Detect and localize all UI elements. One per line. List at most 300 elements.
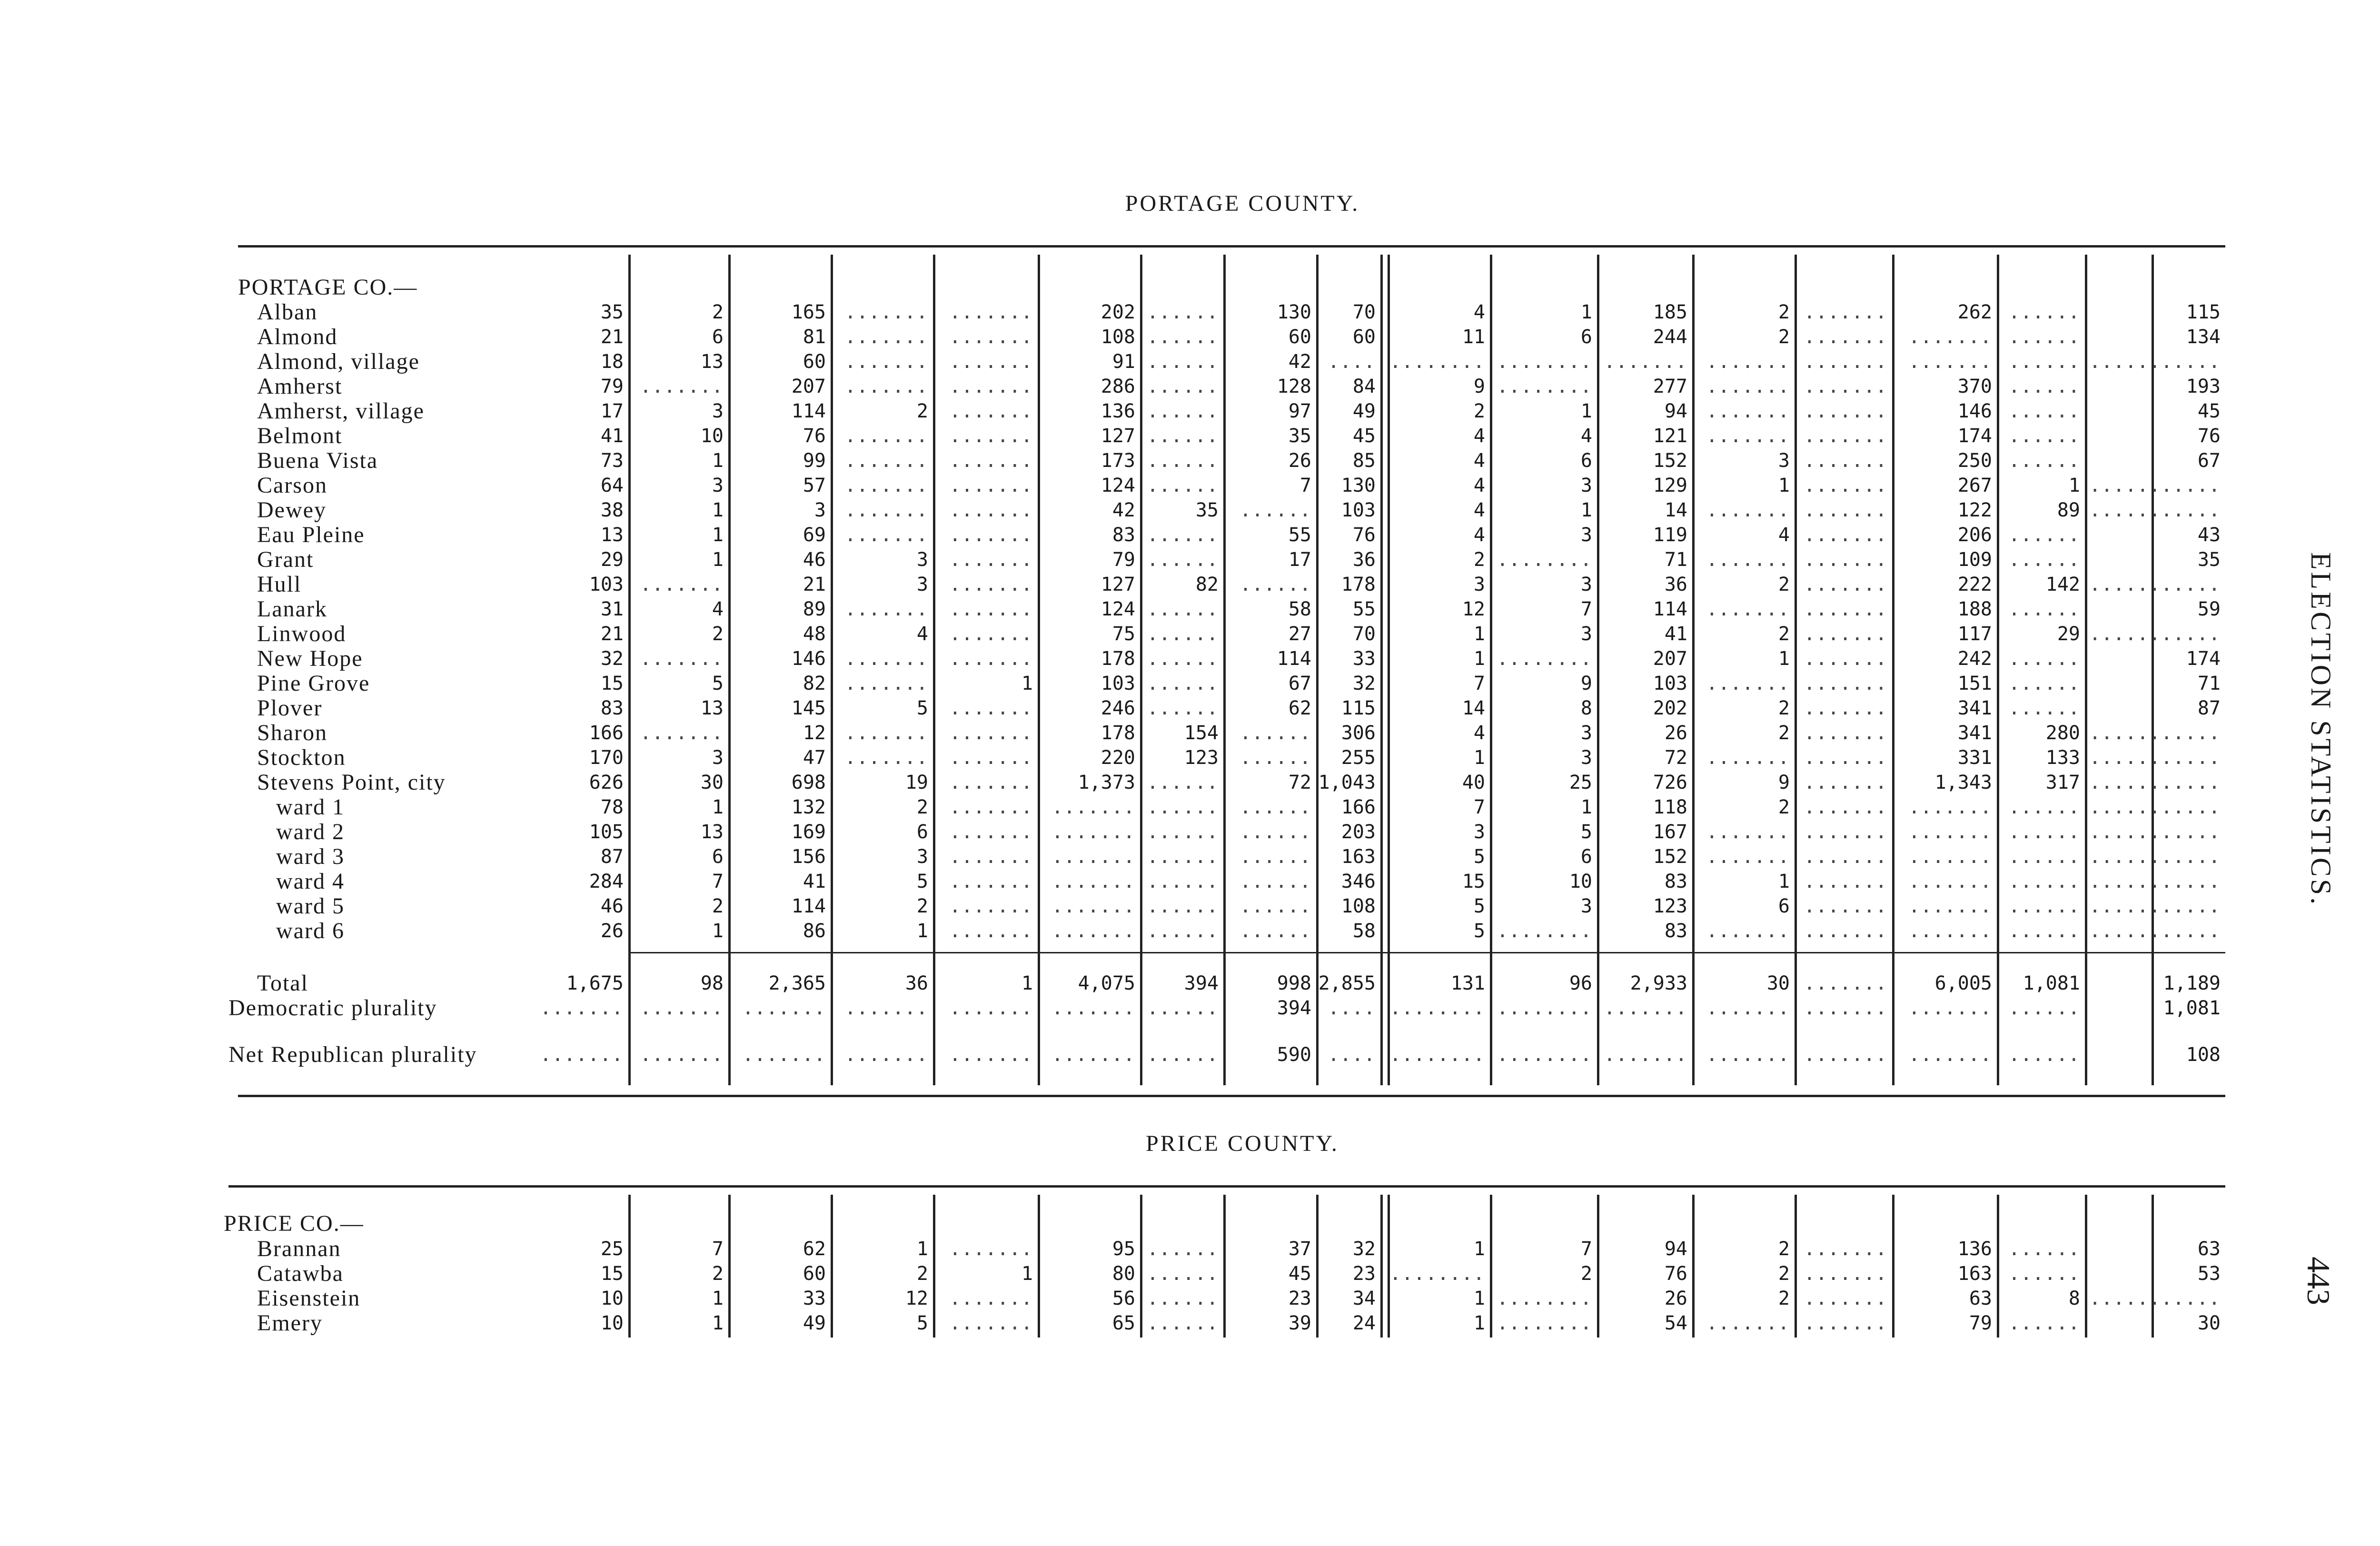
table-row-cell: 12 xyxy=(803,722,826,744)
table-row-cell: 2 xyxy=(1778,574,1790,595)
table-row-cell: 19 xyxy=(905,772,928,793)
table-row-cell: ........... xyxy=(2089,920,2221,942)
net-republican-plurality-row-cell: ....... xyxy=(1706,1044,1790,1066)
table-row-cell: ....... xyxy=(949,623,1033,645)
total-rule xyxy=(628,952,2225,953)
table-row-cell: 173 xyxy=(1101,450,1135,472)
table-row-cell: 3 xyxy=(1580,722,1592,744)
net-republican-plurality-row-cell: ........ xyxy=(1497,1044,1592,1066)
table-row-cell: 2 xyxy=(1778,697,1790,719)
table-row-cell: 39 xyxy=(1288,1312,1311,1334)
table-row-cell: 370 xyxy=(1957,376,1992,397)
table-row-cell: ....... xyxy=(1604,351,1687,373)
table-row-cell: 82 xyxy=(1195,574,1219,595)
table-row-cell: 76 xyxy=(2197,425,2221,447)
table-row-cell: 36 xyxy=(1352,549,1376,571)
table-row-cell: 3 xyxy=(1778,450,1790,472)
table-row-cell: ........ xyxy=(1389,351,1485,373)
table-row-cell: 25 xyxy=(1569,772,1592,793)
table-row-name: Amherst xyxy=(257,374,343,399)
table-row-cell: ....... xyxy=(1804,574,1887,595)
table-row-cell: ....... xyxy=(1804,1263,1887,1285)
table-row-cell: 72 xyxy=(1288,772,1311,793)
table-row-cell: ....... xyxy=(949,1312,1033,1334)
table-row-cell: 1 xyxy=(1580,400,1592,422)
table-row-cell: 6 xyxy=(712,846,724,868)
table-row-cell: 341 xyxy=(1957,697,1992,719)
table-row-cell: 1 xyxy=(1473,1238,1485,1260)
table-row-cell: 3 xyxy=(1580,475,1592,496)
table-row-cell: 2 xyxy=(1778,796,1790,818)
table-row-cell: 80 xyxy=(1112,1263,1135,1285)
table-row-cell: 114 xyxy=(791,400,826,422)
table-row-cell: 2 xyxy=(1473,549,1485,571)
net-republican-plurality-row-name: Net Republican plurality xyxy=(228,1042,477,1067)
table-row-cell: 10 xyxy=(1569,871,1592,892)
table-row-cell: ....... xyxy=(949,351,1033,373)
table-row-cell: 3 xyxy=(916,574,928,595)
net-republican-plurality-row-cell: ........ xyxy=(1389,1044,1485,1066)
table-row-cell: ....... xyxy=(844,673,928,694)
table-row-cell: 70 xyxy=(1352,301,1376,323)
portage-top-rule xyxy=(238,245,2225,248)
table-row-cell: 1 xyxy=(1580,301,1592,323)
table-row-cell: 142 xyxy=(2045,574,2080,595)
table-row-cell: ....... xyxy=(844,425,928,447)
total-row-cell: 394 xyxy=(1184,972,1219,994)
table-row-cell: ....... xyxy=(844,499,928,521)
table-row-cell: 1 xyxy=(1473,648,1485,670)
table-row-cell: 1 xyxy=(712,450,724,472)
table-row-cell: 117 xyxy=(1957,623,1992,645)
table-row-cell: 163 xyxy=(1341,846,1376,868)
table-row-cell: ....... xyxy=(949,1238,1033,1260)
table-row-cell: 45 xyxy=(1288,1263,1311,1285)
table-row-cell: 1 xyxy=(1778,871,1790,892)
table-row-cell: ....... xyxy=(1804,920,1887,942)
table-row-cell: 280 xyxy=(2045,722,2080,744)
table-row-cell: 3 xyxy=(1580,524,1592,546)
table-row-cell: 6 xyxy=(1580,450,1592,472)
table-row-cell: ....... xyxy=(1706,846,1790,868)
table-row-cell: 341 xyxy=(1957,722,1992,744)
table-row-name: Belmont xyxy=(257,423,343,448)
table-row-cell: ....... xyxy=(844,450,928,472)
table-row-cell: ...... xyxy=(1147,648,1219,670)
table-row-cell: ....... xyxy=(1706,400,1790,422)
net-republican-plurality-row-cell: .... xyxy=(1328,1044,1376,1066)
total-row-cell: 4,075 xyxy=(1078,972,1135,994)
table-row-cell: 54 xyxy=(1664,1312,1687,1334)
table-row-cell: ....... xyxy=(1804,747,1887,769)
table-row-cell: 9 xyxy=(1473,376,1485,397)
table-row-cell: 7 xyxy=(1580,598,1592,620)
table-row-cell: ...... xyxy=(1240,846,1311,868)
table-row-cell: ...... xyxy=(1147,623,1219,645)
table-row-cell: 89 xyxy=(2057,499,2080,521)
table-row-cell: 244 xyxy=(1653,326,1687,348)
table-row-cell: 128 xyxy=(1277,376,1311,397)
table-row-cell: 17 xyxy=(600,400,624,422)
table-row-cell: ...... xyxy=(2008,425,2080,447)
table-row-cell: ....... xyxy=(844,326,928,348)
total-row-cell: 6,005 xyxy=(1934,972,1992,994)
table-row-cell: ........... xyxy=(2089,895,2221,917)
table-row-cell: ...... xyxy=(2008,1238,2080,1260)
table-row-cell: 4 xyxy=(1473,425,1485,447)
table-row-cell: ....... xyxy=(949,450,1033,472)
table-row-cell: 4 xyxy=(1473,499,1485,521)
table-row-cell: 2 xyxy=(1778,1263,1790,1285)
table-row-cell: ....... xyxy=(1804,697,1887,719)
table-row-cell: 26 xyxy=(1664,1288,1687,1309)
table-row-name: Sharon xyxy=(257,720,327,745)
table-row-cell: ...... xyxy=(2008,895,2080,917)
table-row-cell: 3 xyxy=(1580,747,1592,769)
table-row-cell: ........... xyxy=(2089,772,2221,793)
table-row-name: Plover xyxy=(257,695,323,721)
table-row-cell: ........... xyxy=(2089,722,2221,744)
table-row-cell: ...... xyxy=(2008,796,2080,818)
table-row-cell: 94 xyxy=(1664,1238,1687,1260)
table-row-cell: 3 xyxy=(1580,895,1592,917)
table-row-cell: ....... xyxy=(949,400,1033,422)
table-row-cell: ...... xyxy=(2008,846,2080,868)
table-row-cell: 7 xyxy=(1299,475,1311,496)
table-row-cell: ...... xyxy=(2008,697,2080,719)
table-row-cell: ....... xyxy=(1804,722,1887,744)
table-row-cell: 3 xyxy=(916,549,928,571)
table-row-cell: ...... xyxy=(1147,549,1219,571)
table-row-cell: 2 xyxy=(1778,623,1790,645)
table-row-cell: ....... xyxy=(1051,895,1135,917)
net-republican-plurality-row-cell: ....... xyxy=(1604,1044,1687,1066)
table-row-cell: ........... xyxy=(2089,871,2221,892)
table-row-cell: 306 xyxy=(1341,722,1376,744)
table-row-cell: ....... xyxy=(1706,549,1790,571)
table-row-cell: 7 xyxy=(1580,1238,1592,1260)
table-row-cell: 118 xyxy=(1653,796,1687,818)
table-row-cell: 152 xyxy=(1653,450,1687,472)
total-row-cell: 1 xyxy=(1021,972,1033,994)
total-row-cell: 2,855 xyxy=(1318,972,1376,994)
table-row-cell: ....... xyxy=(844,301,928,323)
table-row-cell: ....... xyxy=(1804,598,1887,620)
table-row-cell: 41 xyxy=(803,871,826,892)
table-row-cell: 103 xyxy=(1341,499,1376,521)
table-row-cell: ....... xyxy=(1804,673,1887,694)
net-republican-plurality-row-cell: ....... xyxy=(742,1044,826,1066)
table-row-cell: ........ xyxy=(1389,1263,1485,1285)
table-row-cell: ....... xyxy=(949,846,1033,868)
table-row-cell: ...... xyxy=(1240,821,1311,843)
table-row-cell: ...... xyxy=(1147,326,1219,348)
table-row-cell: 103 xyxy=(589,574,624,595)
table-row-cell: ...... xyxy=(1147,1238,1219,1260)
table-row-cell: ........ xyxy=(1497,648,1592,670)
table-row-cell: 202 xyxy=(1653,697,1687,719)
democratic-plurality-row-cell: ....... xyxy=(1604,997,1687,1019)
table-row-cell: 207 xyxy=(791,376,826,397)
table-row-cell: 4 xyxy=(1473,524,1485,546)
table-row-cell: 70 xyxy=(1352,623,1376,645)
table-row-cell: 123 xyxy=(1653,895,1687,917)
net-republican-plurality-row-cell: ...... xyxy=(1147,1044,1219,1066)
table-row-name: Amherst, village xyxy=(257,398,425,424)
table-row-cell: 62 xyxy=(1288,697,1311,719)
table-row-cell: 166 xyxy=(589,722,624,744)
table-row-cell: 1 xyxy=(2068,475,2080,496)
table-row-cell: 2 xyxy=(916,400,928,422)
table-row-cell: 21 xyxy=(600,326,624,348)
table-row-cell: ....... xyxy=(949,598,1033,620)
table-row-cell: 30 xyxy=(700,772,724,793)
table-row-cell: 130 xyxy=(1341,475,1376,496)
table-row-cell: 15 xyxy=(600,673,624,694)
democratic-plurality-row-cell: ........ xyxy=(1497,997,1592,1019)
table-row-cell: 146 xyxy=(791,648,826,670)
table-row-cell: 1 xyxy=(1473,1288,1485,1309)
table-row-cell: 114 xyxy=(1277,648,1311,670)
table-row-cell: ...... xyxy=(1147,351,1219,373)
net-republican-plurality-row-cell: 108 xyxy=(2186,1044,2221,1066)
democratic-plurality-row-cell: 1,081 xyxy=(2163,997,2221,1019)
table-row-cell: 45 xyxy=(1352,425,1376,447)
table-row-cell: 1 xyxy=(712,1312,724,1334)
table-row-cell: 2 xyxy=(712,1263,724,1285)
table-row-cell: 72 xyxy=(1664,747,1687,769)
table-row-cell: 250 xyxy=(1957,450,1992,472)
table-row-cell: 13 xyxy=(700,351,724,373)
table-row-cell: ........... xyxy=(2089,623,2221,645)
table-row-cell: 21 xyxy=(600,623,624,645)
table-row-name: Alban xyxy=(257,299,318,325)
table-row-cell: 89 xyxy=(803,598,826,620)
table-row-cell: 1 xyxy=(712,524,724,546)
table-row-cell: ....... xyxy=(949,524,1033,546)
table-row-cell: ....... xyxy=(1804,351,1887,373)
table-row-cell: 84 xyxy=(1352,376,1376,397)
table-row-cell: 108 xyxy=(1341,895,1376,917)
table-row-cell: 203 xyxy=(1341,821,1376,843)
table-row-cell: ....... xyxy=(949,475,1033,496)
table-row-cell: 1 xyxy=(916,920,928,942)
table-row-cell: ....... xyxy=(949,549,1033,571)
table-row-cell: ....... xyxy=(1804,623,1887,645)
table-row-cell: ....... xyxy=(1804,376,1887,397)
table-row-cell: 34 xyxy=(1352,1288,1376,1309)
table-row-cell: ....... xyxy=(1804,1312,1887,1334)
table-row-cell: 60 xyxy=(803,351,826,373)
table-row-cell: 255 xyxy=(1341,747,1376,769)
portage-bottom-rule xyxy=(238,1095,2225,1097)
table-row-cell: 115 xyxy=(2186,301,2221,323)
table-row-name: Carson xyxy=(257,473,327,498)
table-row-cell: ...... xyxy=(2008,920,2080,942)
table-row-cell: 35 xyxy=(1288,425,1311,447)
table-row-cell: 9 xyxy=(1580,673,1592,694)
table-row-cell: ...... xyxy=(1147,772,1219,793)
table-row-cell: 7 xyxy=(712,871,724,892)
table-row-cell: 163 xyxy=(1957,1263,1992,1285)
table-row-cell: 3 xyxy=(712,475,724,496)
table-row-cell: 32 xyxy=(600,648,624,670)
table-row-cell: 53 xyxy=(2197,1263,2221,1285)
table-row-cell: ...... xyxy=(1147,821,1219,843)
table-row-cell: 154 xyxy=(1184,722,1219,744)
table-row-cell: 31 xyxy=(600,598,624,620)
table-row-cell: ........... xyxy=(2089,1288,2221,1309)
table-row-cell: 2 xyxy=(712,301,724,323)
table-row-cell: ...... xyxy=(2008,598,2080,620)
table-row-cell: 124 xyxy=(1101,598,1135,620)
table-row-cell: 79 xyxy=(1112,549,1135,571)
democratic-plurality-row-cell: ....... xyxy=(1051,997,1135,1019)
table-row-cell: 73 xyxy=(600,450,624,472)
table-row-cell: ....... xyxy=(1804,895,1887,917)
democratic-plurality-row-cell: ....... xyxy=(1804,997,1887,1019)
table-row-cell: 5 xyxy=(1473,895,1485,917)
table-row-cell: 3 xyxy=(712,400,724,422)
total-row-cell: 2,365 xyxy=(768,972,826,994)
table-row-cell: 5 xyxy=(1473,846,1485,868)
table-row-cell: 67 xyxy=(1288,673,1311,694)
table-row-cell: ....... xyxy=(949,697,1033,719)
table-row-cell: 2 xyxy=(1778,722,1790,744)
table-row-cell: 91 xyxy=(1112,351,1135,373)
table-row-cell: 12 xyxy=(1462,598,1485,620)
table-row-cell: ...... xyxy=(1240,920,1311,942)
table-row-cell: ...... xyxy=(2008,549,2080,571)
table-row-cell: 156 xyxy=(791,846,826,868)
table-row-cell: 10 xyxy=(700,425,724,447)
table-row-cell: 32 xyxy=(1352,1238,1376,1260)
table-row-cell: ...... xyxy=(2008,400,2080,422)
table-row-cell: 130 xyxy=(1277,301,1311,323)
table-row-cell: 165 xyxy=(791,301,826,323)
table-row-cell: ....... xyxy=(844,722,928,744)
table-row-cell: ...... xyxy=(2008,673,2080,694)
table-row-cell: ...... xyxy=(1147,524,1219,546)
table-row-cell: ....... xyxy=(949,574,1033,595)
table-row-cell: 4 xyxy=(1473,450,1485,472)
table-row-name: Linwood xyxy=(257,621,347,646)
table-row-cell: ....... xyxy=(1804,301,1887,323)
table-row-cell: 284 xyxy=(589,871,624,892)
table-row-cell: ....... xyxy=(640,722,724,744)
table-row-cell: ...... xyxy=(1147,376,1219,397)
table-row-cell: ....... xyxy=(1804,326,1887,348)
table-row-cell: 79 xyxy=(1969,1312,1992,1334)
table-row-cell: 4 xyxy=(1473,722,1485,744)
table-row-cell: 83 xyxy=(1664,920,1687,942)
table-row-cell: 42 xyxy=(1288,351,1311,373)
table-row-cell: 122 xyxy=(1957,499,1992,521)
table-row-cell: 62 xyxy=(803,1238,826,1260)
table-row-cell: ....... xyxy=(844,598,928,620)
table-row-cell: ....... xyxy=(1706,499,1790,521)
table-row-cell: ....... xyxy=(1908,920,1992,942)
table-row-cell: 63 xyxy=(2197,1238,2221,1260)
table-row-name: ward 3 xyxy=(276,844,345,869)
table-row-cell: 83 xyxy=(600,697,624,719)
net-republican-plurality-row-cell: 590 xyxy=(1277,1044,1311,1066)
table-row-cell: 1 xyxy=(1473,747,1485,769)
table-row-cell: 59 xyxy=(2197,598,2221,620)
table-row-cell: ........ xyxy=(1497,376,1592,397)
table-row-cell: ....... xyxy=(949,871,1033,892)
table-row-name: ward 5 xyxy=(276,893,345,919)
page-number: 443 xyxy=(2301,1257,2337,1305)
democratic-plurality-row-cell: ....... xyxy=(949,997,1033,1019)
table-row-cell: 7 xyxy=(1473,673,1485,694)
table-row-cell: 2 xyxy=(712,895,724,917)
table-row-cell: 262 xyxy=(1957,301,1992,323)
table-row-cell: ....... xyxy=(1706,821,1790,843)
table-row-cell: 26 xyxy=(1664,722,1687,744)
table-row-cell: 698 xyxy=(791,772,826,793)
table-row-cell: ........ xyxy=(1497,549,1592,571)
table-row-cell: 2 xyxy=(916,895,928,917)
table-row-cell: 202 xyxy=(1101,301,1135,323)
table-row-cell: ...... xyxy=(1147,1288,1219,1309)
table-row-name: Lanark xyxy=(257,596,327,622)
table-row-cell: 97 xyxy=(1288,400,1311,422)
democratic-plurality-row-cell: ....... xyxy=(742,997,826,1019)
table-row-cell: ....... xyxy=(1804,821,1887,843)
table-row-cell: 127 xyxy=(1101,574,1135,595)
table-row-cell: 82 xyxy=(803,673,826,694)
table-row-cell: 83 xyxy=(1112,524,1135,546)
democratic-plurality-row-cell: ...... xyxy=(1147,997,1219,1019)
total-row-cell: 30 xyxy=(1766,972,1790,994)
table-row-cell: 41 xyxy=(1664,623,1687,645)
table-row-name: Hull xyxy=(257,572,302,597)
table-row-cell: 242 xyxy=(1957,648,1992,670)
table-row-cell: 41 xyxy=(600,425,624,447)
net-republican-plurality-row-cell: ...... xyxy=(2008,1044,2080,1066)
table-row-cell: 4 xyxy=(1473,475,1485,496)
table-row-cell: 4 xyxy=(712,598,724,620)
table-row-cell: 3 xyxy=(1580,623,1592,645)
table-row-cell: 132 xyxy=(791,796,826,818)
table-row-cell: 79 xyxy=(600,376,624,397)
table-row-cell: ........... xyxy=(2089,499,2221,521)
table-row-cell: 8 xyxy=(1580,697,1592,719)
table-row-cell: 193 xyxy=(2186,376,2221,397)
table-row-cell: ....... xyxy=(844,648,928,670)
table-row-cell: 76 xyxy=(1352,524,1376,546)
table-row-cell: 277 xyxy=(1653,376,1687,397)
table-row-cell: 47 xyxy=(803,747,826,769)
total-row-cell: 98 xyxy=(700,972,724,994)
table-row-cell: ....... xyxy=(949,920,1033,942)
table-row-cell: 81 xyxy=(803,326,826,348)
table-row-cell: 69 xyxy=(803,524,826,546)
table-row-cell: 87 xyxy=(600,846,624,868)
table-row-cell: 1 xyxy=(1473,1312,1485,1334)
table-row-cell: 10 xyxy=(600,1288,624,1309)
democratic-plurality-row-cell: ....... xyxy=(540,997,624,1019)
table-row-cell: ....... xyxy=(1804,1288,1887,1309)
table-row-cell: 30 xyxy=(2197,1312,2221,1334)
table-row-cell: ....... xyxy=(844,475,928,496)
table-row-cell: ...... xyxy=(2008,301,2080,323)
table-row-cell: 7 xyxy=(1473,796,1485,818)
table-row-cell: ...... xyxy=(1240,499,1311,521)
table-row-cell: ........ xyxy=(1497,1288,1592,1309)
table-row-cell: 12 xyxy=(905,1288,928,1309)
